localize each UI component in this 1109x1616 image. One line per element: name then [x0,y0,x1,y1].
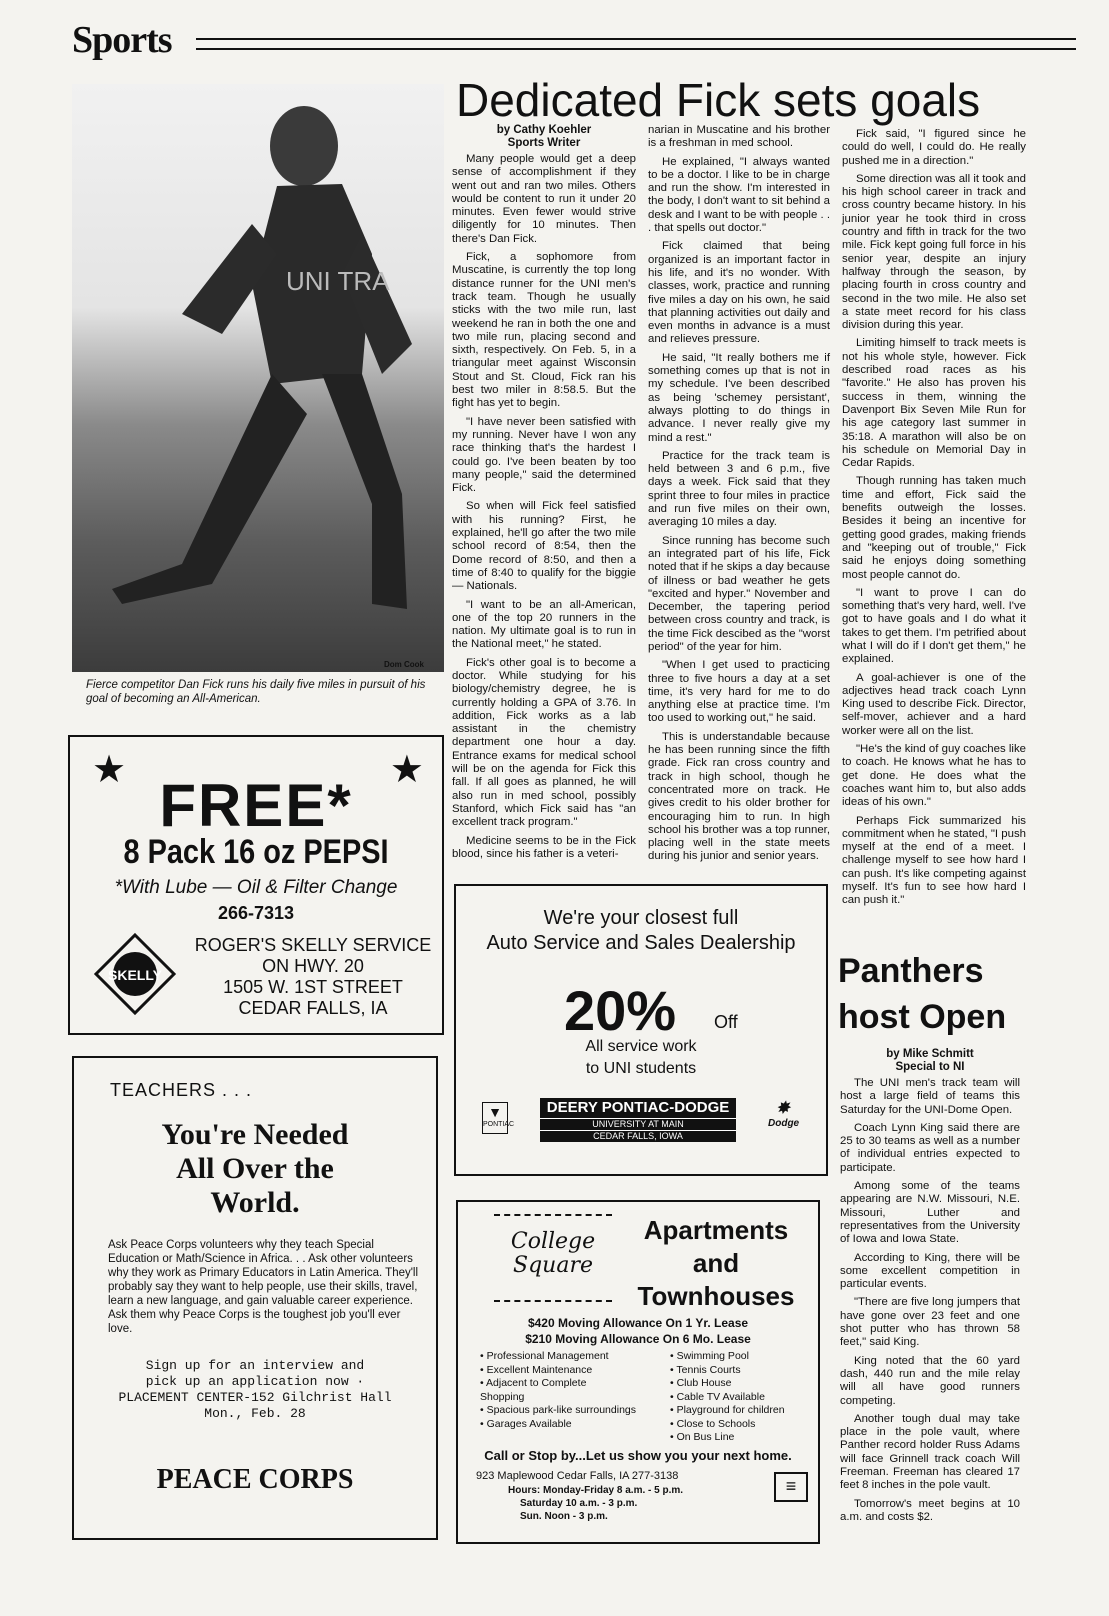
equal-housing-icon: ≡ [774,1472,808,1502]
paragraph: narian in Muscatine and his brother is a freshman in med school. [648,124,830,150]
offer-condition: *With Lube — Oil & Filter Change [114,877,398,898]
logo-line: College [510,1229,596,1254]
paragraph: He explained, "I always wanted to be a doctor. I like to be in charge and run the show. I'm interested in the body, I don't want to sit behind a desk and I want to be with people . . . that spells out doctor." [648,155,830,235]
address-line: 1505 W. 1ST STREET [223,977,403,997]
shirt-text: UNI TRA [286,266,390,296]
service-line: to UNI students [585,1060,697,1077]
pontiac-logo-icon: ▼ PONTIAC [482,1102,508,1134]
logo-line: Square [513,1253,593,1278]
paragraph: According to King, there will be some excellent competition in particular events. [840,1251,1020,1291]
article-column-1 [452,124,636,866]
feature-item: • Excellent Maintenance [480,1363,593,1376]
headline-line: World. [210,1186,300,1219]
feature-item: • Tennis Courts [670,1363,741,1376]
peace-headline [74,1118,436,1220]
byline-author: by Cathy Koehler [496,124,592,136]
paragraph: "He's the kind of guy coaches like to coach. He knows what he has to get done. He does what the coaches want him to, but also adds ideas of his own." [842,743,1026,809]
pepsi-offer: 8 Pack 16 oz PEPSI [123,833,389,871]
paragraph: "I have never been satisfied with my running. Never have I won any race thinking that's the hardest I could go. I've been beaten by too many people," said the determined Fick. [452,415,636,495]
panthers-headline [838,948,1006,1040]
peace-corps-logo: PEACE CORPS [156,1464,354,1495]
paragraph: Another tough dual may take place in the pole vault, where Panther record holder Russ Adams will face Grinnell track coach Will Freeman. Freeman has cleared 17 feet 8 inches in the pole vault. [840,1412,1020,1492]
signup-line: pick up an application now · [145,1374,365,1389]
paragraph: Fick's other goal is to become a doctor. While studying for his biology/chemistry degree, he is currently holding a GPA of 3.76. In addition, Fick works as a lab assistant in the chemistry department one hour a day. Entrance exams for medical school will be on the agenda for Fick this fall. If all goes as planned, he will also run in med school, possibly Stanford, which Fick said has "an excellent track program." [452,656,636,829]
service-line: All service work [585,1038,697,1055]
pepsi-ad [68,735,444,1035]
skelly-logo-icon [94,933,176,1015]
paragraph: Though running has taken much time and effort, Fick said the benefits outweigh the losses. Besides it being an incentive for getting good grades, making friends and "keeping out of trouble," Fick said he enjoys doing something most people cannot do. [842,475,1026,581]
skelly-logo-text: SKELLY [108,967,162,983]
feature-item: • Swimming Pool [670,1350,749,1362]
panthers-headline-line: host Open [838,998,1007,1036]
features-left [480,1350,636,1431]
peace-body: Ask Peace Corps volunteers why they teach Special Education or Math/Science in Africa. . . Ask other volunteers why they work as Primary Educators in Latin America. They'll probably say they want to help people, use their skills, travel, learn a new language, and gain valuable career experience. Ask them why Peace Corps is the toughest job you'll ever love. [108,1239,419,1335]
peace-corps-ad [72,1056,438,1540]
feature-item: • Adjacent to Complete [480,1377,587,1389]
paragraph: "I want to be an all-American, one of the top 20 runners in the nation. My ultimate goal is to run in the National meet," he stated. [452,598,636,651]
dodge-label: Dodge [768,1118,800,1129]
paragraph: Fick, a sophomore from Muscatine, is currently the top long distance runner for the UNI men's track team. Though he usually sticks with the two mile run, last weekend he ran in both the one and two mile run, placing second and sixth, respectively. On Feb. 5, in a triangular meet against Wisconsin Stout and St. Cloud, Fick ran his best two miler in 8:58.5. But the fight has yet to begin. [452,251,636,410]
section-name: Sports [72,19,172,61]
feature-item: • Spacious park-like surroundings [480,1404,637,1416]
paragraph: Limiting himself to track meets is not his whole style, however. Fick described road races as his "favorite." He also has proven his success in them, winning the Davenport Bix Seven Mile Run for his age category last summer in 35:18. A marathon will also be on his schedule on Memorial Day in Cedar Rapids. [842,337,1026,470]
signup-line: Sign up for an interview and [145,1358,365,1373]
panthers-article [840,1048,1020,1529]
hours-line: Saturday 10 a.m. - 3 p.m. [520,1498,638,1509]
brand-sub: CEDAR FALLS, IOWA [540,1130,736,1142]
paragraph: Fick claimed that being organized is an important factor in his life, and it's no wonder. With classes, work, practice and running five miles a day on his own, he said that planning activities out daily and even months in advance is a must and relieves pressure. [648,240,830,346]
paragraph: A goal-achiever is one of the adjectives head track coach Lynn King used to describe Fick. Director, self-mover, achiever and a hard worker were all on the list. [842,671,1026,737]
feature-item: • On Bus Line [670,1431,735,1443]
allowance-line: $420 Moving Allowance On 1 Yr. Lease [527,1316,749,1330]
feature-item: • Playground for children [670,1404,785,1416]
title-line: and [692,1248,740,1278]
paragraph: "When I get used to practicing three to five hours a day at a set time, it's very hard for me to do anything else at practice time. I'm too used to working out," he said. [648,659,830,725]
feature-item: • Professional Management [480,1350,609,1362]
feature-item: • Cable TV Available [670,1390,765,1403]
apartments-title [618,1214,814,1313]
free-headline: FREE* [159,772,353,839]
paragraph: Among some of the teams appearing are N.W. Missouri, N.E. Missouri, Luther and representatives from the University of Iowa and Iowa State. [840,1180,1020,1246]
address-line: ROGER'S SKELLY SERVICE [194,935,432,955]
title-line: Townhouses [637,1281,795,1311]
runner-photo [72,84,444,672]
allowance-line: $210 Moving Allowance On 6 Mo. Lease [525,1332,751,1346]
address-line: CEDAR FALLS, IA [238,998,388,1018]
paragraph: Since running has become such an integrated part of his life, Fick noted that if he skips a day because of illness or bad weather he gets "excited and hyper." November and December, the tapering period between cross country and track, is the time Fick descibed as the "worst period" of the year for him. [648,534,830,653]
college-address: 923 Maplewood Cedar Falls, IA 277-3138 [476,1470,679,1482]
paragraph: "There are five long jumpers that have gone over 23 feet and one shot putter who has thrown 58 feet," said King. [840,1296,1020,1349]
paragraph: Many people would get a deep sense of accomplishment if they went out and ran two miles. Others would be content to run it under 20 minutes. Even fewer would strive diligently for 10 minutes. Then there's Dan Fick. [452,153,636,245]
byline-role: Sports Writer [507,137,581,149]
panthers-byline [840,1048,1020,1074]
article-column-3 [842,128,1026,913]
paragraph: Tomorrow's meet begins at 10 a.m. and costs $2. [840,1497,1020,1523]
hours-line: Sun. Noon - 3 p.m. [520,1511,608,1522]
paragraph: "I want to prove I can do something that's very hard, well. I've got to have goals and I do what it takes to get them. I'm petrified about what I will do if I don't get them," he explained. [842,586,1026,666]
feature-item: Shopping [480,1390,525,1403]
features-right [670,1350,785,1445]
signup-text [74,1358,436,1422]
section-rule [196,38,1076,50]
brand-sub: UNIVERSITY AT MAIN [540,1118,736,1130]
runner-silhouette [72,84,444,672]
brand-name: DEERY PONTIAC-DODGE [546,1099,730,1116]
service-text [456,1036,826,1080]
paragraph: Coach Lynn King said there are 25 to 30 teams as well as a number of individual entries expected to participate. [840,1121,1020,1174]
tagline-line: Auto Service and Sales Dealership [486,932,796,954]
paragraph: Medicine seems to be in the Fick blood, since his father is a veteri- [452,834,636,860]
call-to-action: Call or Stop by...Let us show you your next home. [484,1448,792,1463]
deery-ad [454,884,828,1176]
title-line: Apartments [643,1215,789,1245]
phone-number: 266-7313 [217,903,295,923]
article-column-2 [648,124,830,869]
photo-credit: Dom Cook [384,660,424,669]
paragraph: Fick said, "I figured since he could do well, I could do. He really pushed me in a direction." [842,128,1026,167]
article-headline: Dedicated Fick sets goals [456,74,981,126]
college-square-logo [494,1214,612,1302]
feature-item: • Club House [670,1377,732,1389]
headline-line: All Over the [176,1152,334,1185]
paragraph: Practice for the track team is held between 3 and 6 p.m., five days a week. Fick said that they sprint three to four miles in practice and run five miles on their own, averaging 10 miles a day. [648,449,830,529]
paragraph: King noted that the 60 yard dash, 440 run and the mile relay will all have good runners competing. [840,1354,1020,1407]
headline-line: You're Needed [161,1118,349,1151]
dodge-logo-icon: ✸ Dodge [768,1100,800,1129]
college-square-ad [456,1200,820,1544]
skelly-address [188,935,438,1019]
office-hours [508,1484,683,1523]
paragraph: So when will Fick feel satisfied with his running? First, he explained, he'll go after the two mile school record of 8:54, then the Dome record of 8:50, and then a time of 8:40 to qualify for the biggie — Nationals. [452,500,636,593]
byline-role: Special to NI [895,1061,965,1073]
paragraph: Some direction was all it took and his high school career in track and cross country became history. In his junior year he took third in cross country and fifth in track for the two mile. Fick kept going full force in his senior year, despite an injury halfway through the season, by placing fourth in cross country and second in the two mile. He also set a state meet record for his class division during this year. [842,172,1026,332]
address-line: ON HWY. 20 [262,956,364,976]
discount-off: Off [714,1012,738,1032]
paragraph: He said, "It really bothers me if something comes up that is not in my schedule. I've been described as being 'schemey persistant', always plotting to do things in advance. I never really give my mind a rest." [648,351,830,444]
panthers-headline-line: Panthers [838,952,984,990]
byline-author: by Mike Schmitt [886,1048,974,1060]
discount-percent: 20% [564,979,677,1042]
star-icon: ★ [389,749,424,791]
deery-brand [540,1098,736,1142]
signup-line: PLACEMENT CENTER-152 Gilchrist Hall [118,1390,392,1405]
byline [452,124,636,150]
star-icon: ★ [92,749,127,791]
photo-caption: Fierce competitor Dan Fick runs his daily five miles in pursuit of his goal of becoming an All-American. [86,679,426,705]
pontiac-label: PONTIAC [483,1121,515,1128]
paragraph: Perhaps Fick summarized his commitment when he stated, "I push myself at the end of a meet. I challenge myself to see how hard I can push. It's like competing against myself. It's fun to see how hard I can push it." [842,814,1026,907]
tagline-line: We're your closest full [543,907,739,929]
teachers-heading: TEACHERS . . . [110,1080,253,1100]
paragraph: The UNI men's track team will host a large field of teams this Saturday for the UNI-Dome Open. [840,1077,1020,1116]
dealership-tagline [456,906,826,956]
paragraph: This is understandable because he has been running since the fifth grade. Fick ran cross country and track in high school, though he concentrated more on track. He gives credit to his older brother for encouraging him to run. In high school his brother was a top runner, placing well in the state meets during his junior and senior years. [648,730,830,863]
feature-item: • Close to Schools [670,1417,756,1430]
hours-line: Hours: Monday-Friday 8 a.m. - 5 p.m. [508,1485,684,1496]
feature-item: • Garages Available [480,1417,572,1430]
signup-line: Mon., Feb. 28 [204,1406,306,1421]
